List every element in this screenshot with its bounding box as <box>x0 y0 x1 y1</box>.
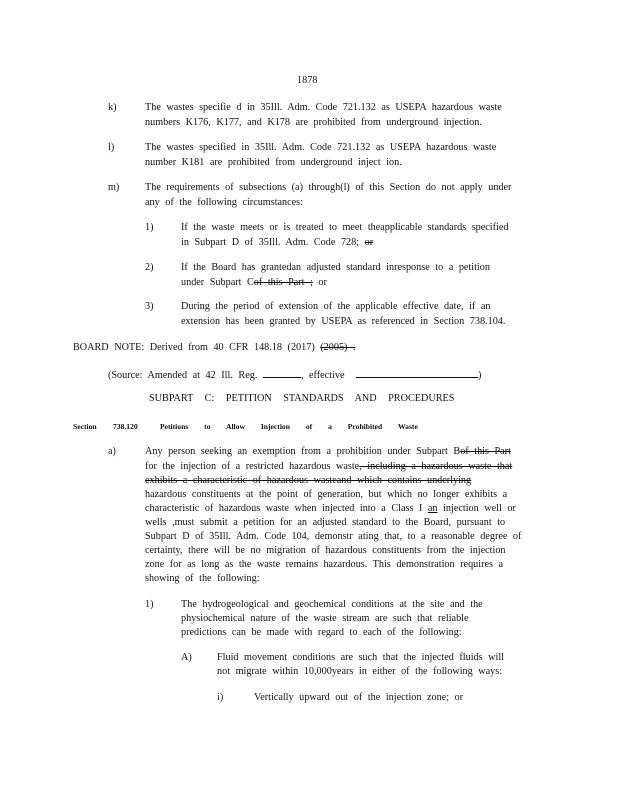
item-k-line-1: The wastes specifie d in 35Ill. Adm. Code 721.132 as USEPA hazardous waste <box>145 102 502 113</box>
sub-label-3: 3) <box>145 301 154 312</box>
para-a-line-8: certainty, there will be no migration of hazardous constituents from the injection <box>145 545 506 556</box>
para-a1-line-3: predictions can be made with regard to each of the following: <box>181 627 462 638</box>
para-A-line-1: Fluid movement conditions are such that the injected fluids will <box>217 652 505 663</box>
board-note-struck: (2005) . <box>320 342 356 353</box>
sub1-line-1: If the waste meets or is treated to meet theapplicable standards specified <box>181 222 509 233</box>
sub-label-2: 2) <box>145 262 154 273</box>
para-a1-line-2: physiochemical nature of the waste stream are such that reliable <box>181 613 469 624</box>
source-post: ) <box>478 370 482 381</box>
sub-label-1: 1) <box>145 222 154 233</box>
source-line <box>108 368 481 383</box>
para-i-text: Vertically upward out of the injection zone; or <box>254 692 464 703</box>
para-a-line-7: Subpart D of 35Ill. Adm. Code 104, demonstr ating that, to a reasonable degree of <box>145 531 522 542</box>
sub2-struck-text: of this Part ; <box>253 277 313 288</box>
section-label: Section <box>73 422 97 431</box>
para-a-line-4: hazardous constituents at the point of generation, but which no longer exhibits a <box>145 489 508 500</box>
para-a-label: a) <box>108 446 116 457</box>
para-i-label: i) <box>217 692 224 703</box>
para-A-line-2: not migrate within 10,000years in either of the following ways: <box>217 666 503 677</box>
para-a-inserted-an: an <box>427 503 438 514</box>
sub1-line-2 <box>181 236 373 250</box>
source-pre: (Source: Amended at 42 Ill. Reg. <box>108 370 258 381</box>
para-A-label: A) <box>181 652 192 663</box>
para-a-line-5-pre: characteristic of hazardous waste when injected into a Class I <box>145 503 423 514</box>
effective-date-blank <box>356 368 478 378</box>
sub3-line-1: During the period of extension of the applicable effective date, if an <box>181 301 491 312</box>
sub2-line-2-pre: under Subpart C <box>181 277 254 288</box>
sub3-line-2: extension has been granted by USEPA as referenced in Section 738.104. <box>181 316 506 327</box>
board-note <box>73 341 356 355</box>
item-k-line-2: numbers K176, K177, and K178 are prohibited from underground injection. <box>145 117 482 128</box>
para-a-line-2 <box>145 460 512 474</box>
board-note-text: BOARD NOTE: Derived from 40 CFR 148.18 (2017) <box>73 342 315 353</box>
page-number: 1878 <box>297 75 318 86</box>
sub1-line-2-text: in Subpart D of 35Ill. Adm. Code 728; <box>181 237 360 248</box>
item-l-line-2: number K181 are prohibited from underground inject ion. <box>145 157 402 168</box>
para-a-struck-1: of this Part <box>460 446 511 457</box>
sub2-line-2 <box>181 276 327 290</box>
para-a-line-1 <box>145 445 511 459</box>
item-l-line-1: The wastes specified in 35Ill. Adm. Code 721.132 as USEPA hazardous waste <box>145 142 497 153</box>
item-label-l: l) <box>108 142 115 153</box>
para-a-line-9: zone for as long as the waste remains hazardous. This demonstration requires a <box>145 559 504 570</box>
para-a-line-10: showing of the following: <box>145 573 260 584</box>
sub2-line-2-post: or <box>318 277 327 288</box>
source-mid: , effective <box>300 370 345 381</box>
para-a-line-1-pre: Any person seeking an exemption from a prohibition under Subpart B <box>145 446 461 457</box>
sub1-struck-text: or <box>364 237 374 248</box>
para-a-line-5 <box>145 502 516 516</box>
para-a-struck-2: , including a hazardous waste that <box>359 461 513 472</box>
item-label-k: k) <box>108 102 117 113</box>
para-a-line-2-pre: for the injection of a restricted hazardous waste <box>145 461 360 472</box>
subpart-heading: SUBPART C: PETITION STANDARDS AND PROCEDURES <box>149 393 455 404</box>
para-a1-line-1: The hydrogeological and geochemical conditions at the site and the <box>181 599 483 610</box>
sub2-line-1: If the Board has grantedan adjusted standard inresponse to a petition <box>181 262 490 273</box>
para-a-struck-3: exhibits a characteristic of hazardous wasteand which contains underlying <box>145 475 472 486</box>
section-number: 738.120 <box>113 422 138 431</box>
para-a-line-5-post: injection well or <box>443 503 516 514</box>
item-label-m: m) <box>108 182 120 193</box>
para-a1-label: 1) <box>145 599 154 610</box>
item-m-line-1: The requirements of subsections (a) through(l) of this Section do not apply under <box>145 182 512 193</box>
para-a-line-6: wells ,must submit a petition for an adjusted standard to the Board, pursuant to <box>145 517 506 528</box>
item-m-line-2: any of the following circumstances: <box>145 197 303 208</box>
section-title: Petitions to Allow Injection of a Prohibited Waste <box>160 422 418 431</box>
reg-blank <box>263 368 301 378</box>
